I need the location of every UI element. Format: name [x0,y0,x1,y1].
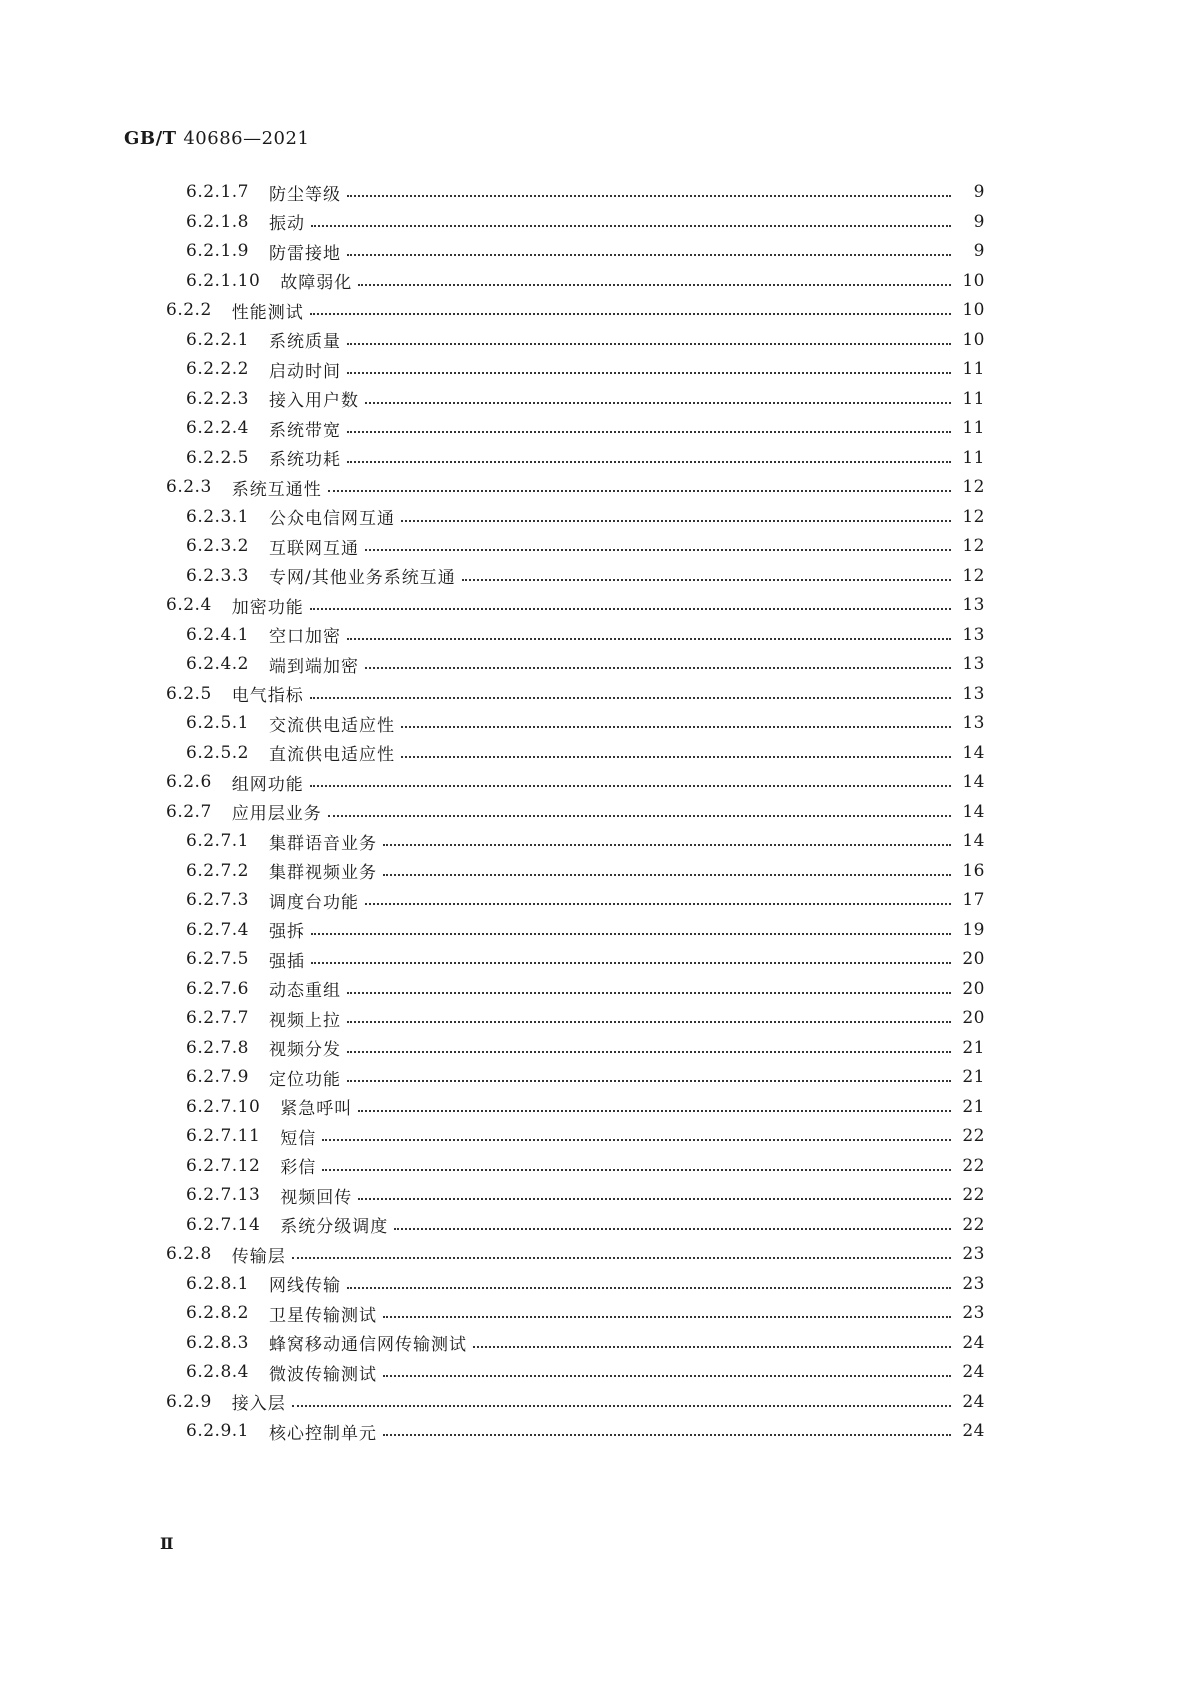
toc-leader-dots [347,343,951,345]
toc-entry-number: 6.2.4 [166,595,212,615]
toc-entry[interactable] [166,1388,985,1416]
toc-entry[interactable] [186,1358,985,1386]
toc-entry-title: 系统互通性 [231,479,322,500]
toc-entry-page: 23 [962,1303,985,1323]
toc-entry-title: 应用层业务 [231,804,322,824]
toc-entry-title: 交流供电适应性 [268,715,395,736]
toc-entry-page: 13 [962,624,985,645]
toc-entry-page: 13 [962,683,985,704]
toc-entry[interactable] [186,1417,985,1445]
toc-entry-number: 6.2.4.2 [186,654,249,674]
toc-entry-title: 动态重组 [268,981,341,1001]
toc-entry-title: 系统分级调度 [280,1217,389,1237]
toc-entry-title: 接入层 [231,1394,286,1414]
toc-entry-number: 6.2.7.9 [186,1067,249,1087]
toc-entry-number: 6.2.7.1 [186,831,249,851]
toc-entry[interactable] [186,532,985,560]
toc-leader-dots [292,1257,951,1259]
toc-entry-title: 强拆 [268,922,305,942]
toc-entry-title: 调度台功能 [268,892,359,913]
toc-entry[interactable] [186,1211,985,1239]
toc-entry[interactable] [186,1299,985,1327]
toc-entry-number: 6.2.3.3 [186,565,249,586]
toc-entry-page: 12 [962,536,985,556]
toc-entry[interactable] [186,975,985,1003]
toc-entry-number: 6.2.8 [166,1244,212,1264]
toc-entry-page: 24 [962,1362,985,1382]
toc-leader-dots [310,608,951,610]
toc-entry-page: 17 [962,890,985,910]
toc-entry-title: 启动时间 [268,361,341,382]
toc-entry-title: 端到端加密 [268,656,359,677]
toc-leader-dots [383,874,951,876]
toc-leader-dots [322,1169,951,1171]
toc-leader-dots [311,933,951,935]
toc-entry[interactable] [186,621,985,649]
toc-entry-page: 14 [962,742,985,763]
toc-entry-page: 23 [962,1273,985,1294]
standard-number: 40686—2021 [183,128,310,149]
toc-entry-title: 性能测试 [231,302,304,323]
toc-leader-dots [365,667,951,669]
toc-entry-title: 卫星传输测试 [268,1305,377,1326]
toc-entry[interactable] [186,739,985,767]
toc-entry-page: 14 [962,772,985,792]
toc-entry-title: 微波传输测试 [268,1364,377,1385]
toc-leader-dots [322,1139,951,1141]
toc-entry-title: 专网/其他业务系统互通 [268,568,456,588]
toc-entry[interactable] [166,473,985,501]
toc-entry-page: 21 [962,1067,985,1087]
toc-entry-title: 短信 [280,1128,317,1149]
toc-leader-dots [347,461,951,463]
toc-entry[interactable] [186,1122,985,1150]
toc-entry[interactable] [186,709,985,737]
toc-entry[interactable] [186,562,985,590]
toc-entry-page: 24 [962,1332,985,1353]
toc-entry-title: 故障弱化 [280,273,353,293]
toc-entry-number: 6.2.2.3 [186,388,249,409]
toc-entry-number: 6.2.8.4 [186,1362,249,1382]
toc-entry-title: 电气指标 [231,686,304,706]
toc-entry-title: 防尘等级 [268,184,341,205]
toc-entry-page: 20 [962,978,985,999]
toc-leader-dots [292,1405,951,1407]
toc-entry-title: 系统功耗 [268,450,341,470]
toc-entry-number: 6.2.2.4 [186,418,249,438]
toc-leader-dots [347,195,951,197]
toc-leader-dots [365,903,951,905]
toc-leader-dots [311,962,951,964]
toc-entry-title: 空口加密 [268,627,341,647]
toc-entry[interactable] [186,650,985,678]
toc-entry-number: 6.2.8.3 [186,1332,249,1353]
toc-entry-number: 6.2.7.4 [186,919,249,940]
toc-leader-dots [383,844,951,846]
toc-entry[interactable] [166,768,985,796]
toc-entry-page: 20 [962,949,985,969]
toc-entry[interactable] [186,916,985,944]
toc-entry-number: 6.2.2.1 [186,329,249,350]
toc-leader-dots [383,1316,951,1318]
toc-entry-number: 6.2.7.10 [186,1096,261,1117]
toc-entry-page: 13 [962,713,985,733]
toc-leader-dots [462,579,951,581]
toc-entry-page: 9 [973,241,985,261]
toc-entry-page: 24 [962,1391,985,1412]
toc-leader-dots [401,520,951,522]
toc-entry[interactable] [186,178,985,206]
toc-leader-dots [347,1287,951,1289]
toc-entry[interactable] [186,444,985,472]
toc-leader-dots [347,638,951,640]
toc-leader-dots [383,1375,951,1377]
toc-leader-dots [347,1021,951,1023]
toc-entry-number: 6.2.7.2 [186,860,249,881]
toc-entry-page: 22 [962,1155,985,1176]
toc-entry-page: 14 [962,831,985,851]
toc-leader-dots [401,726,951,728]
toc-entry-page: 11 [962,447,985,468]
toc-entry-title: 防雷接地 [268,243,341,264]
toc-entry-number: 6.2.3.1 [186,506,249,527]
toc-entry-number: 6.2.7 [166,801,212,822]
toc-entry-number: 6.2.7.7 [186,1008,249,1028]
toc-entry-page: 14 [962,801,985,822]
toc-leader-dots [383,1434,951,1436]
toc-entry-title: 核心控制单元 [268,1423,377,1444]
toc-leader-dots [358,1110,951,1112]
toc-entry[interactable] [186,1181,985,1209]
toc-entry[interactable] [186,886,985,914]
toc-entry[interactable] [186,1063,985,1091]
toc-entry-page: 12 [962,565,985,586]
toc-entry[interactable] [166,798,985,826]
toc-entry[interactable] [186,414,985,442]
toc-entry-page: 21 [962,1096,985,1117]
toc-entry-title: 网线传输 [268,1276,341,1296]
toc-entry-number: 6.2.7.6 [186,978,249,999]
toc-entry-page: 22 [962,1126,985,1146]
toc-leader-dots [310,313,951,315]
toc-entry-number: 6.2.8.2 [186,1303,249,1323]
toc-entry-page: 20 [962,1008,985,1028]
toc-entry-title: 强插 [268,951,305,972]
toc-entry[interactable] [186,385,985,413]
toc-entry-page: 22 [962,1214,985,1235]
toc-entry-page: 13 [962,654,985,674]
toc-entry[interactable] [166,296,985,324]
toc-entry-number: 6.2.1.9 [186,241,249,261]
toc-entry[interactable] [186,945,985,973]
toc-entry-number: 6.2.8.1 [186,1273,249,1294]
toc-entry-title: 集群视频业务 [268,863,377,883]
toc-leader-dots [347,254,951,256]
toc-entry-page: 12 [962,477,985,497]
toc-entry-title: 系统质量 [268,332,341,352]
toc-entry[interactable] [186,1034,985,1062]
toc-entry-title: 视频分发 [268,1040,341,1060]
standard-prefix: GB/T [124,128,177,149]
toc-entry-title: 公众电信网互通 [268,509,395,529]
toc-leader-dots [365,402,951,404]
toc-entry-page: 9 [973,211,985,232]
toc-entry[interactable] [166,591,985,619]
toc-entry-number: 6.2.9.1 [186,1421,249,1441]
toc-entry-title: 蜂窝移动通信网传输测试 [268,1335,467,1355]
toc-entry-title: 彩信 [280,1158,317,1178]
toc-entry-number: 6.2.5 [166,683,212,704]
toc-leader-dots [401,756,951,758]
toc-entry[interactable] [186,326,985,354]
toc-entry-number: 6.2.7.12 [186,1155,261,1176]
toc-leader-dots [394,1228,951,1230]
toc-entry[interactable] [186,827,985,855]
toc-entry-title: 紧急呼叫 [280,1099,353,1119]
toc-entry-number: 6.2.5.1 [186,713,249,733]
toc-entry[interactable] [166,680,985,708]
toc-entry-page: 11 [962,359,985,379]
toc-entry-number: 6.2.7.3 [186,890,249,910]
toc-entry-title: 视频回传 [280,1187,353,1208]
toc-entry-number: 6.2.7.11 [186,1126,261,1146]
toc-leader-dots [328,490,951,492]
toc-entry-page: 10 [962,300,985,320]
toc-leader-dots [473,1346,951,1348]
toc-leader-dots [347,372,951,374]
toc-entry-page: 23 [962,1244,985,1264]
toc-leader-dots [358,284,951,286]
toc-entry-page: 22 [962,1185,985,1205]
toc-entry-number: 6.2.7.8 [186,1037,249,1058]
toc-entry[interactable] [186,503,985,531]
toc-entry[interactable] [186,1329,985,1357]
toc-entry[interactable] [186,355,985,383]
page-number: Ⅱ [160,1534,174,1553]
toc-entry-number: 6.2.1.10 [186,270,261,291]
toc-entry-page: 10 [962,270,985,291]
toc-entry-page: 11 [962,388,985,409]
toc-entry[interactable] [186,267,985,295]
toc-leader-dots [347,992,951,994]
toc-entry-number: 6.2.2.2 [186,359,249,379]
toc-entry-number: 6.2.3.2 [186,536,249,556]
toc-entry-title: 接入用户数 [268,391,359,411]
toc-entry-title: 加密功能 [231,597,304,618]
toc-leader-dots [347,1080,951,1082]
toc-entry[interactable] [186,208,985,236]
toc-leader-dots [347,431,951,433]
toc-entry[interactable] [186,1004,985,1032]
toc-entry-number: 6.2.6 [166,772,212,792]
toc-leader-dots [347,1051,951,1053]
toc-entry-number: 6.2.1.8 [186,211,249,232]
toc-entry-title: 组网功能 [231,774,304,795]
toc-entry-number: 6.2.2.5 [186,447,249,468]
toc-entry-title: 集群语音业务 [268,833,377,854]
toc-entry-page: 11 [962,418,985,438]
toc-leader-dots [358,1198,951,1200]
toc-entry-page: 9 [973,182,985,202]
toc-entry-page: 16 [962,860,985,881]
toc-entry-title: 系统带宽 [268,420,341,441]
toc-entry[interactable] [186,857,985,885]
toc-entry-page: 19 [962,919,985,940]
document-header [124,128,309,149]
toc-leader-dots [310,697,951,699]
toc-entry-title: 定位功能 [268,1069,341,1090]
toc-entry-number: 6.2.3 [166,477,212,497]
toc-entry-number: 6.2.1.7 [186,182,249,202]
toc-entry-title: 传输层 [231,1246,286,1267]
toc-entry-number: 6.2.9 [166,1391,212,1412]
toc-leader-dots [310,785,951,787]
toc-entry-number: 6.2.7.14 [186,1214,261,1235]
toc-entry-page: 21 [962,1037,985,1058]
toc-entry-title: 振动 [268,214,305,234]
toc-entry-title: 直流供电适应性 [268,745,395,765]
toc-leader-dots [328,815,951,817]
toc-entry-page: 12 [962,506,985,527]
toc-entry-number: 6.2.7.13 [186,1185,261,1205]
toc-entry-number: 6.2.2 [166,300,212,320]
toc-entry[interactable] [186,237,985,265]
toc-entry-page: 24 [962,1421,985,1441]
toc-entry-title: 视频上拉 [268,1010,341,1031]
toc-entry[interactable] [186,1152,985,1180]
toc-entry[interactable] [186,1270,985,1298]
toc-entry-title: 互联网互通 [268,538,359,559]
toc-entry-number: 6.2.4.1 [186,624,249,645]
toc-entry-number: 6.2.5.2 [186,742,249,763]
toc-leader-dots [311,225,951,227]
toc-entry[interactable] [166,1240,985,1268]
toc-entry-page: 10 [962,329,985,350]
toc-leader-dots [365,549,951,551]
toc-entry[interactable] [186,1093,985,1121]
toc-entry-number: 6.2.7.5 [186,949,249,969]
toc-entry-page: 13 [962,595,985,615]
